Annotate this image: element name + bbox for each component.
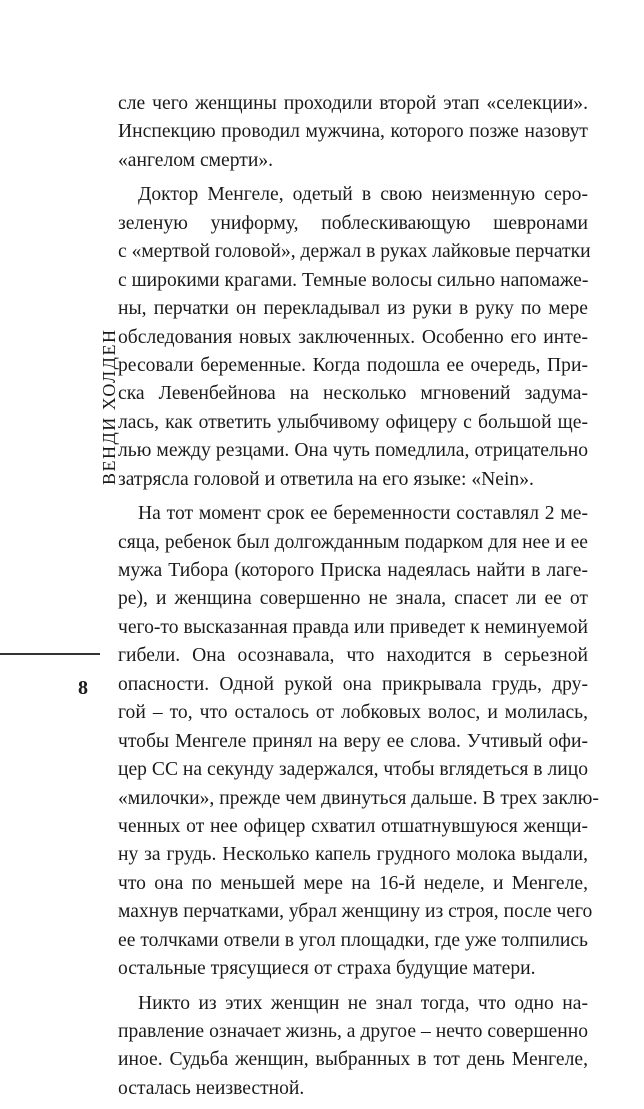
text-line: ны, перчатки он перекладывал из руки в руку по мере [118, 298, 588, 320]
text-line: Доктор Менгеле, одетый в свою неизменную серо- [138, 184, 588, 206]
text-line: затрясла головой и ответила на его языке: «Nein». [118, 468, 534, 490]
text-line: опасности. Одной рукой она прикрывала грудь, дру- [118, 673, 588, 695]
text-line: чтобы Менгеле принял на веру ее слова. Учтивый офи- [118, 730, 588, 752]
text-line: Инспекцию проводил мужчина, которого позже назовут [118, 121, 588, 143]
text-line: чего-то высказанная правда или приведет к неминуемой [118, 616, 588, 638]
text-line: зеленую униформу, поблескивающую шевронами [118, 212, 588, 234]
text-line: ее толчками отвели в угол площадки, где уже толпились [118, 929, 588, 951]
margin-rule [0, 653, 100, 655]
text-line: ска Левенбейнова на несколько мгновений задума- [118, 383, 588, 405]
text-line: иное. Судьба женщин, выбранных в тот день Менгеле, [118, 1049, 588, 1071]
text-line: ре), и женщина совершенно не знала, спасет ли ее от [118, 588, 588, 610]
text-line: На тот момент срок ее беременности составлял 2 ме- [138, 503, 588, 525]
text-line: остальные трясущиеся от страха будущие матери. [118, 958, 536, 980]
text-line: правление означает жизнь, а другое – нечто совершенно [118, 1021, 588, 1042]
text-line: обследования новых заключенных. Особенно его инте- [118, 326, 588, 348]
running-head-author: ВЕНДИ ХОЛДЕН [99, 328, 119, 485]
text-line: «ангелом смерти». [118, 149, 274, 171]
text-line: «милочки», прежде чем двинуться дальше. В трех заклю- [118, 787, 599, 809]
text-line: ресовали беременные. Когда подошла ее очередь, При- [118, 354, 588, 376]
text-line: сяца, ребенок был долгожданным подарком для нее и ее [118, 531, 588, 553]
text-line: лась, как ответить улыбчивому офицеру с большой ще- [118, 411, 588, 433]
text-line: сле чего женщины проходили второй этап «селекции». [118, 93, 588, 114]
text-line: ну за грудь. Несколько капель грудного молока выдали, [118, 844, 588, 866]
text-line: мужа Тибора (которого Приска надеялась найти в лаге- [118, 560, 588, 581]
body-text [118, 90, 599, 1109]
text-line: махнув перчатками, убрал женщину из строя, после чего [118, 901, 593, 923]
text-line: что она по меньшей мере на 16-й неделе, и Менгеле, [118, 872, 588, 894]
text-line: гой – то, что осталось от лобковых волос, и молилась, [118, 702, 588, 724]
text-line: лью между резцами. Она чуть помедлила, отрицательно [118, 440, 588, 462]
text-line: Никто из этих женщин не знал тогда, что одно на- [138, 992, 588, 1014]
text-line: цер СС на секунду задержался, чтобы вглядеться в лицо [118, 759, 588, 781]
text-line: гибели. Она осознавала, что находится в серьезной [118, 645, 588, 667]
page-number: 8 [78, 677, 88, 699]
text-line: с «мертвой головой», держал в руках лайковые перчатки [118, 241, 591, 263]
text-line: ченных от нее офицер схватил отшатнувшуюся женщи- [118, 815, 588, 837]
text-line: с широкими крагами. Темные волосы сильно напомаже- [118, 269, 589, 291]
text-line: осталась неизвестной. [118, 1077, 305, 1099]
